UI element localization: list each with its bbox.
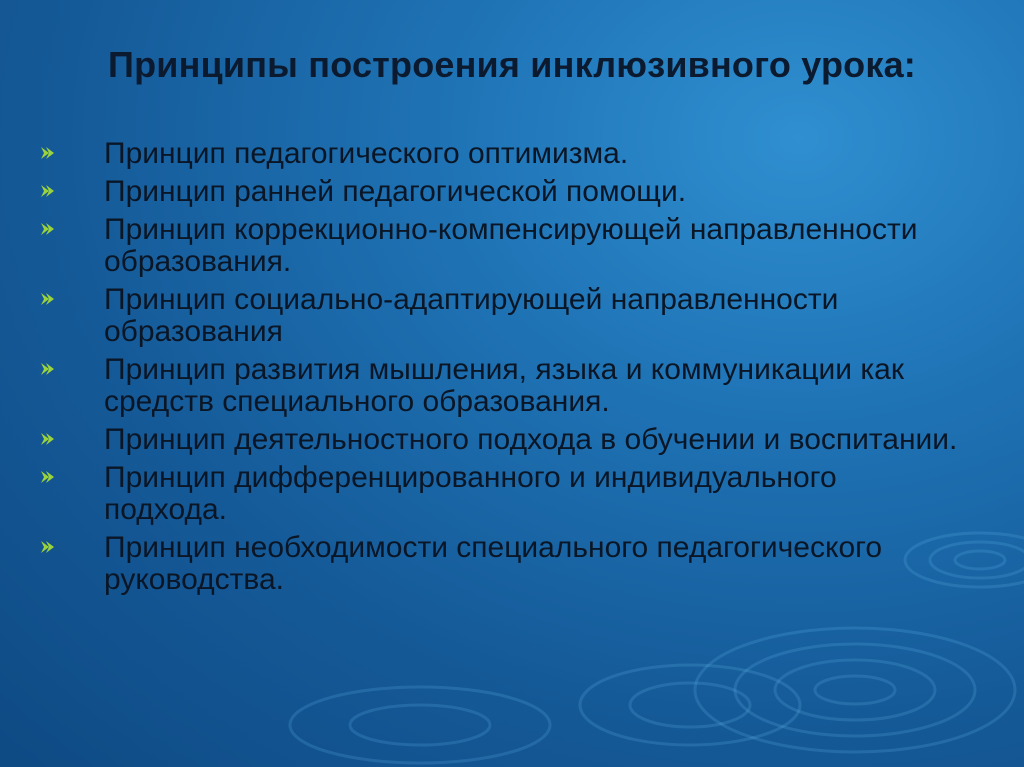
list-item-text: Принцип необходимости специального педагогического руководства. [104, 531, 883, 596]
list-item [34, 176, 964, 208]
slide-title: Принципы построения инклюзивного урока: [108, 44, 916, 85]
arrow-bullet-icon [40, 469, 56, 485]
list-item-text: Принцип коррекционно-компенсирующей направленности образования. [104, 213, 918, 278]
arrow-bullet-icon [40, 431, 56, 447]
list-item [34, 424, 964, 456]
list-item [34, 354, 964, 418]
list-item-text: Принцип деятельностного подхода в обучении и воспитании. [104, 423, 958, 456]
arrow-bullet-icon [40, 539, 56, 555]
arrow-bullet-icon [40, 221, 56, 237]
arrow-bullet-icon [40, 183, 56, 199]
list-item [34, 214, 964, 278]
arrow-bullet-icon [40, 361, 56, 377]
list-item-text: Принцип дифференцированного и индивидуального подхода. [104, 461, 837, 526]
list-item [34, 138, 964, 170]
list-item [34, 284, 964, 348]
principles-list [34, 138, 964, 602]
list-item-text: Принцип ранней педагогической помощи. [104, 175, 687, 208]
list-item [34, 462, 964, 526]
list-item-text: Принцип развития мышления, языка и коммуникации как средств специального образования. [104, 353, 904, 418]
list-item-text: Принцип социально-адаптирующей направленности образования [104, 283, 839, 348]
list-item [34, 532, 964, 596]
arrow-bullet-icon [40, 145, 56, 161]
list-item-text: Принцип педагогического оптимизма. [104, 137, 629, 170]
arrow-bullet-icon [40, 291, 56, 307]
